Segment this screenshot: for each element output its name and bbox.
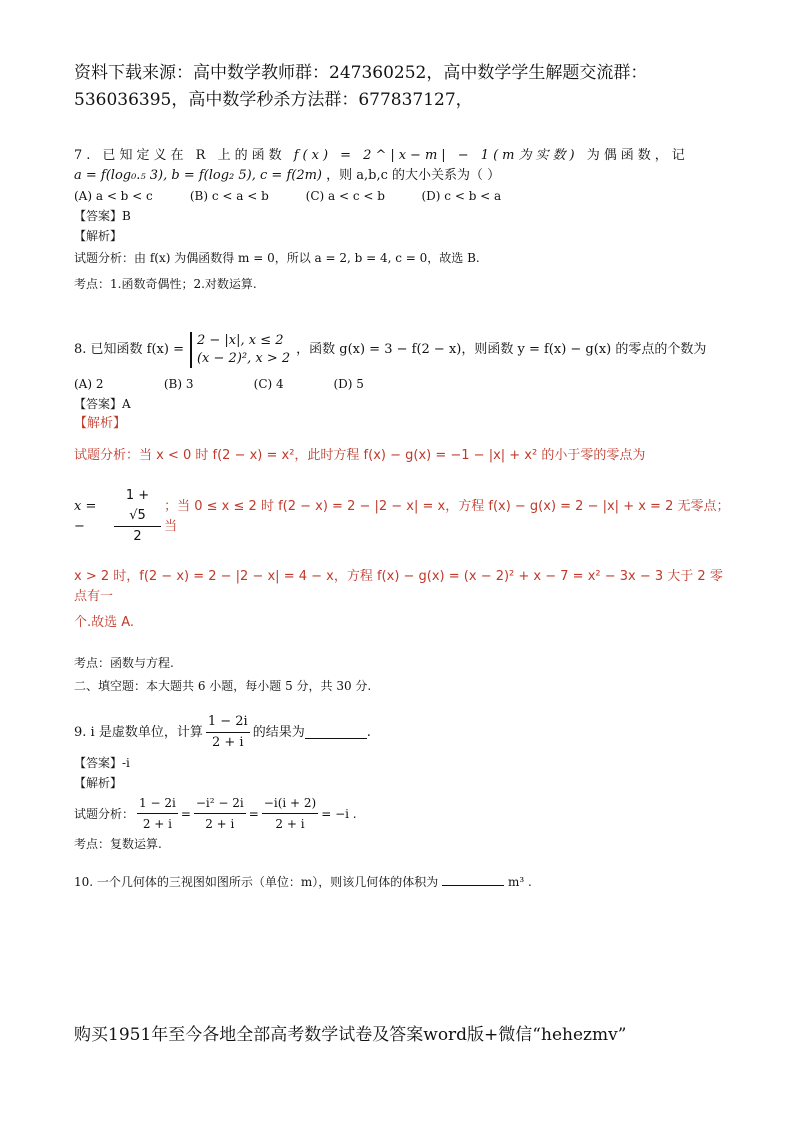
q9-answer: 【答案】-i (74, 756, 130, 770)
q7-analysis-label: 【解析】 (74, 229, 123, 243)
section-2-heading: 二、填空题：本大题共 6 小题，每小题 5 分，共 30 分. (74, 679, 372, 693)
q9-stem: 9. i 是虚数单位，计算 $\frac{1 - 2i}{2 + i}$ 的结果为 . (74, 714, 371, 750)
q8-piecewise: 2 − |x|, x ≤ 2 (x − 2)², x > 2 (190, 332, 290, 368)
q8-analysis-label: 【解析】 (74, 416, 127, 431)
header-line-2: 536036395，高中数学秒杀方法群：677837127， (74, 90, 473, 110)
q8-option-b: (B) 3 (163, 377, 194, 391)
q8-option-a: (A) 2 (74, 377, 104, 391)
q9-points: 考点：复数运算. (74, 837, 162, 851)
q7-stem-line1: 7. 已知定义在 R 上的函数 f(x) = 2^|x−m| − 1(m为实数) 为偶函数，记 (74, 148, 689, 163)
q8-option-d: (D) 5 (333, 377, 364, 391)
q7-points: 考点：1.函数奇偶性；2.对数运算. (74, 277, 257, 291)
question-10: 10. 一个几何体的三视图如图所示（单位：m），则该几何体的体积为 m³ . (74, 875, 532, 889)
q7-options (74, 186, 724, 206)
footer-ad: 购买1951年至今各地全部高考数学试卷及答案word版+微信“hehezmv” (74, 1025, 627, 1045)
q7-option-b: (B) c < a < b (189, 189, 269, 203)
question-7 (74, 146, 724, 294)
q8-option-c: (C) 4 (253, 377, 284, 391)
q7-option-c: (C) a < c < b (305, 189, 385, 203)
q7-option-a: (A) a < b < c (74, 189, 153, 203)
q8-answer: 【答案】A (74, 397, 131, 411)
q9-blank (305, 726, 367, 739)
q8-analysis-line1: 试题分析：当 x < 0 时 f(2 − x) = x²，此时方程 f(x) − g(x) = −1 − |x| + x² 的小于零的零点为 (74, 448, 646, 463)
q7-analysis: 试题分析：由 f(x) 为偶函数得 m = 0，所以 a = 2, b = 4, c = 0，故选 B. (74, 251, 480, 265)
q7-answer: 【答案】B (74, 209, 131, 223)
q7-stem-line2: a = f(log₀.₅ 3), b = f(log₂ 5), c = f(2m) ，则 a,b,c 的大小关系为（ ） (74, 168, 501, 183)
header-line-1: 资料下载来源：高中数学教师群：247360252，高中数学学生解题交流群： (74, 63, 648, 83)
q8-points: 考点：函数与方程. (74, 656, 174, 670)
q9-analysis: 试题分析： $\frac{1 - 2i}{2 + i}$ = $\frac{\text{−i² − 2i}}{2 + i}$ = $\frac{-i(i + 2)}{2 + i}$ = −i . (74, 793, 674, 834)
q7-option-d: (D) c < b < a (421, 189, 502, 203)
q8-stem: 8. 已知函数 f(x) = 2 − |x|, x ≤ 2 (x − 2)², x > 2 ，函数 g(x) = 3 − f(2 − x)，则函数 y = f(x) − g(x) 的零点的个数为 (74, 333, 707, 366)
question-8 (74, 332, 734, 673)
q10-blank (442, 873, 504, 886)
q8-analysis-line3: x > 2 时，f(2 − x) = 2 − |2 − x| = 4 − x，方程 f(x) − g(x) = (x − 2)² + x − 7 = x² − 3x − 3 大于 2 零点有一 (74, 569, 723, 604)
header-notice (74, 60, 724, 114)
q8-analysis-line2: x = − $\frac{1 + √5}{2}$ ；当 0 ≤ x ≤ 2 时 f(2 − x) = 2 − |2 − x| = x，方程 f(x) − g(x) = 2 − |x| + x = 2 无零点；当 (74, 488, 730, 544)
q8-options (74, 374, 734, 394)
q9-analysis-label: 【解析】 (74, 776, 123, 790)
q8-analysis-line4: 个.故选 A. (74, 615, 135, 630)
question-9 (74, 712, 674, 854)
